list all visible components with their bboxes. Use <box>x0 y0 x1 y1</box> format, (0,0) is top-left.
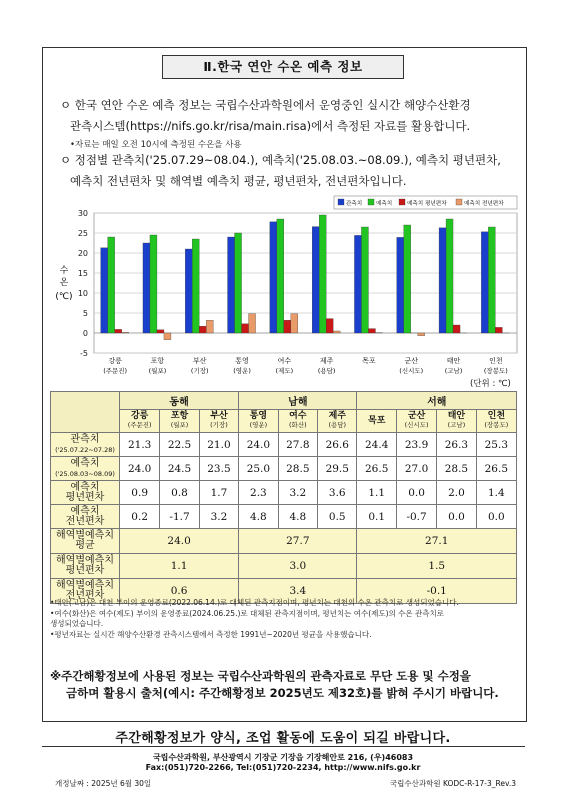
bar-관측치-인천 <box>481 232 488 333</box>
document-code: 국립수산과학원 KODC-R-17-3_Rev.3 <box>389 779 516 788</box>
station-name: 태안 <box>447 411 466 421</box>
table-cell: 0.1 <box>357 505 396 529</box>
bullet-1-line1: ㅇ 한국 연안 수온 예측 정보는 국립수산과학원에서 운영중인 실시간 해양수산환경 <box>60 98 471 112</box>
station-name: 강릉 <box>130 411 149 421</box>
bar-예측치-포항 <box>150 235 157 333</box>
station-name: 인천 <box>487 411 506 421</box>
table-cell: 0.0 <box>437 505 476 529</box>
x-tick-sublabel: (월포) <box>148 367 167 375</box>
revision-date: 개정날짜 : 2025년 6월 30일 <box>55 779 152 788</box>
table-cell: 0.0 <box>396 481 436 505</box>
table-cell: -0.7 <box>396 505 436 529</box>
table-cell: 25.0 <box>239 457 278 481</box>
table-cell: 2.3 <box>239 481 278 505</box>
table-cell: 23.9 <box>396 433 436 457</box>
area-cell: 1.5 <box>357 554 517 579</box>
bullet-1-sub: •자료는 매일 오전 10시에 측정된 수온을 사용 <box>70 140 242 150</box>
x-tick-label: 부산 <box>192 357 207 365</box>
x-tick-label: 군산 <box>404 357 419 365</box>
station-sub: (주문진) <box>127 421 152 429</box>
table-cell: 28.5 <box>437 457 476 481</box>
bar-예측치-군산 <box>404 225 411 333</box>
area-cell: 24.0 <box>120 529 239 554</box>
bar-예측치-평년편차-포항 <box>157 330 164 333</box>
note-3: •평년자료는 실시간 해양수산환경 관측시스템에서 측정한 1991년~2020년 평균을 사용했습니다. <box>50 629 372 639</box>
table-cell: 1.7 <box>199 481 238 505</box>
x-tick-label: 강릉 <box>108 357 122 365</box>
warning-text <box>50 668 520 702</box>
bar-예측치-평년편차-강릉 <box>115 329 122 333</box>
row-label-second: 평년편차 <box>65 491 105 503</box>
row-label-main: 예측치 <box>70 481 100 493</box>
note-1: •태안(고남)은 대천 부이의 운영종료(2022.06.14.)로 대체된 관측지점이며, 평년치는 대천의 수온 관측치로 생성되었습니다. <box>50 598 459 607</box>
x-tick-label: 여수 <box>277 357 292 365</box>
x-tick-label: 포항 <box>150 357 165 365</box>
table-cell: 24.4 <box>357 433 396 457</box>
area-cell: 1.1 <box>120 554 239 579</box>
bar-예측치-평년편차-부산 <box>199 326 206 333</box>
station-header <box>160 410 199 433</box>
bar-예측치-목포 <box>361 227 368 333</box>
group-south: 남해 <box>239 392 357 410</box>
bar-예측치-전년편차-제주 <box>333 331 340 333</box>
area-cell: 27.1 <box>357 529 517 554</box>
legend-label: 예측치 평년편차 <box>407 201 447 207</box>
water-temperature-chart <box>52 193 522 375</box>
legend-swatch <box>456 199 462 205</box>
bar-예측치-부산 <box>192 239 199 333</box>
station-header <box>318 410 357 433</box>
table-cell: 23.5 <box>199 457 238 481</box>
x-tick-label: 제주 <box>319 357 334 365</box>
table-cell: 4.8 <box>278 505 317 529</box>
row-label-main: 예측치 <box>70 457 100 469</box>
section-title: Ⅱ.한국 연안 수온 예측 정보 <box>162 55 404 79</box>
table-cell: 29.5 <box>318 457 357 481</box>
x-tick-sublabel: (제도) <box>275 367 294 375</box>
y-tick-label: -5 <box>80 349 88 358</box>
bar-관측치-제주 <box>312 227 319 333</box>
bar-관측치-여수 <box>270 222 277 333</box>
y-axis-label-unit: (℃) <box>55 292 73 302</box>
table-cell: 24.0 <box>120 457 160 481</box>
station-header <box>239 410 278 433</box>
row-label-period: ('25.07.22~07.28) <box>55 445 115 454</box>
station-name: 군산 <box>407 411 426 421</box>
bar-관측치-목포 <box>354 235 361 333</box>
table-row <box>51 505 517 529</box>
table-cell: 22.5 <box>160 433 199 457</box>
station-name: 목포 <box>368 415 386 426</box>
station-header <box>120 410 160 433</box>
station-header <box>199 410 238 433</box>
station-sub: (월포) <box>170 421 189 429</box>
bar-예측치-인천 <box>488 227 495 333</box>
table-cell: 24.0 <box>239 433 278 457</box>
station-name: 제주 <box>328 411 346 421</box>
bar-관측치-부산 <box>185 249 192 333</box>
station-sub: (기장) <box>210 421 228 429</box>
table-cell: 27.0 <box>396 457 436 481</box>
notes <box>50 598 520 640</box>
station-name: 통영 <box>249 411 268 421</box>
station-sub: (고남) <box>447 421 466 429</box>
station-sub: (영운) <box>249 421 268 429</box>
footer-address-1: 국립수산과학원, 부산광역시 기장군 기장읍 기장해안로 216, (우)46083 <box>152 753 414 762</box>
row-label <box>51 433 120 457</box>
x-tick-label: 통영 <box>235 357 249 365</box>
station-sub: (장봉도) <box>484 421 509 429</box>
station-header <box>396 410 436 433</box>
area-cell: 0.6 <box>120 579 239 604</box>
table-row <box>51 433 517 457</box>
table-cell: 24.5 <box>160 457 199 481</box>
table-cell: 26.3 <box>437 433 476 457</box>
table-cell: 0.0 <box>476 505 516 529</box>
footer-message: 주간해황정보가 양식, 조업 활동에 도움이 되길 바랍니다. <box>115 731 451 746</box>
table-cell: 0.5 <box>318 505 357 529</box>
row-label-second: 평균 <box>75 540 95 551</box>
area-cell: 3.0 <box>239 554 357 579</box>
bar-예측치-통영 <box>235 233 242 333</box>
bar-예측치-제주 <box>319 215 326 333</box>
station-header-row <box>51 410 517 433</box>
bar-관측치-강릉 <box>101 248 108 333</box>
table-cell: 27.8 <box>278 433 317 457</box>
table-cell: -1.7 <box>160 505 199 529</box>
row-label-second: 전년편차 <box>65 590 105 601</box>
bar-예측치-평년편차-제주 <box>326 319 333 333</box>
x-tick-sublabel: (영운) <box>233 367 251 375</box>
x-tick-sublabel: (주문진) <box>103 367 128 375</box>
table-cell: 28.5 <box>278 457 317 481</box>
y-axis-label-2: 온 <box>59 278 69 288</box>
row-label <box>51 481 120 505</box>
legend-swatch <box>399 199 405 205</box>
row-label <box>51 505 120 529</box>
x-tick-label: 태안 <box>446 357 461 365</box>
bar-예측치-전년편차-강릉 <box>122 332 129 333</box>
x-tick-sublabel: (고남) <box>444 367 463 375</box>
station-sub: (용담) <box>328 421 347 429</box>
legend-label: 예측치 <box>376 201 393 207</box>
row-label-period: ('25.08.03~08.09) <box>55 469 115 478</box>
table-cell: 26.5 <box>357 457 396 481</box>
table-cell: 0.9 <box>120 481 160 505</box>
area-cell: -0.1 <box>357 579 517 604</box>
warning-line1: ※주간해황정보에 사용된 정보는 국립수산과학원의 관측자료로 무단 도용 및 수정을 <box>50 669 471 683</box>
bar-관측치-태안 <box>439 228 446 333</box>
legend-swatch <box>338 199 344 205</box>
row-label <box>51 457 120 481</box>
y-tick-label: 10 <box>77 289 88 298</box>
table-cell: 1.4 <box>476 481 516 505</box>
bar-예측치-전년편차-포항 <box>164 333 171 340</box>
value-rows <box>51 433 517 604</box>
area-row <box>51 529 517 554</box>
table-cell: 4.8 <box>239 505 278 529</box>
bullet-2-line2: 예측치 전년편차 및 해역별 예측치 평균, 평년편차, 전년편차입니다. <box>70 174 407 188</box>
row-label-second: 전년편차 <box>65 515 105 527</box>
y-axis-label-1: 수 <box>59 266 69 276</box>
table-cell: 26.6 <box>318 433 357 457</box>
table-cell: 1.1 <box>357 481 396 505</box>
row-label-main: 해역별예측치 <box>56 555 114 566</box>
footer-address-2: Fax:(051)720-2266, Tel:(051)720-2234, http://www.nifs.go.kr <box>145 763 421 772</box>
station-header <box>357 410 396 433</box>
y-tick-label: 5 <box>82 309 88 318</box>
bar-예측치-강릉 <box>108 237 115 333</box>
bar-예측치-평년편차-태안 <box>453 325 460 333</box>
note-2: •여수(화산)은 여수(제도) 부이의 운영종료(2024.06.25.)로 대체된 관측지점이며, 평년치는 여수(제도)의 수온 관측치로 <box>50 608 445 618</box>
warning-line2: 금하며 활용시 출처(예시: 주간해황정보 2025년도 제32호)를 밝혀 주시기 바랍니다. <box>66 686 499 700</box>
bar-예측치-전년편차-통영 <box>249 314 256 333</box>
temperature-table <box>50 391 517 604</box>
station-sub: (신시도) <box>404 421 429 429</box>
table-cell: 25.3 <box>476 433 516 457</box>
table-cell: 21.3 <box>120 433 160 457</box>
station-header <box>437 410 476 433</box>
row-label <box>51 529 120 554</box>
row-label-main: 예측치 <box>70 505 100 517</box>
table-cell: 3.2 <box>199 505 238 529</box>
row-label-main: 관측치 <box>70 433 100 445</box>
table-cell: 0.2 <box>120 505 160 529</box>
row-label <box>51 554 120 579</box>
table-cell: 26.5 <box>476 457 516 481</box>
y-tick-label: 15 <box>77 269 88 278</box>
x-tick-sublabel: (신시도) <box>399 367 424 375</box>
bar-예측치-평년편차-통영 <box>242 324 249 333</box>
bar-예측치-여수 <box>277 219 284 333</box>
x-tick-sublabel: (용담) <box>317 367 336 375</box>
table-row <box>51 457 517 481</box>
station-header <box>476 410 516 433</box>
group-west: 서해 <box>357 392 517 410</box>
table-cell: 0.8 <box>160 481 199 505</box>
x-tick-label: 인천 <box>489 357 503 365</box>
table-cell: 2.0 <box>437 481 476 505</box>
area-cell: 3.4 <box>239 579 357 604</box>
bar-관측치-군산 <box>397 237 404 333</box>
group-east: 동해 <box>120 392 239 410</box>
bar-예측치-전년편차-군산 <box>418 333 425 336</box>
legend-label: 관측치 <box>346 201 363 207</box>
bar-예측치-태안 <box>446 219 453 333</box>
table-row <box>51 481 517 505</box>
bar-예측치-평년편차-여수 <box>284 320 291 333</box>
row-label-main: 해역별예측치 <box>56 530 114 541</box>
bar-예측치-평년편차-인천 <box>495 327 502 333</box>
table-cell: 3.2 <box>278 481 317 505</box>
table-cell: 21.0 <box>199 433 238 457</box>
row-label-main: 해역별예측치 <box>56 580 114 591</box>
y-tick-label: 20 <box>77 249 88 258</box>
unit-label: (단위 : ℃) <box>470 379 511 389</box>
bullet-2-line1: ㅇ 정점별 관측치('25.07.29~08.04.), 예측치('25.08.03.~08.09.), 예측치 평년편차, <box>60 153 501 167</box>
legend-label: 예측치 전년편차 <box>464 201 504 207</box>
station-sub: (화산) <box>289 421 307 429</box>
note-2b: 생성되었습니다. <box>50 619 104 628</box>
station-name: 여수 <box>289 411 307 421</box>
station-name: 포항 <box>170 411 189 421</box>
y-tick-label: 30 <box>77 209 88 218</box>
table-cell: 3.6 <box>318 481 357 505</box>
bar-관측치-포항 <box>143 243 150 333</box>
bar-예측치-전년편차-여수 <box>291 314 298 333</box>
row-label-second: 평년편차 <box>65 565 105 576</box>
bar-관측치-통영 <box>228 237 235 333</box>
x-tick-sublabel: (기장) <box>190 367 209 375</box>
bullet-1-line2: 관측시스템(https://nifs.go.kr/risa/main.risa)에서 측정된 자료를 활용합니다. <box>70 119 471 133</box>
station-name: 부산 <box>210 411 228 421</box>
area-cell: 27.7 <box>239 529 357 554</box>
table-corner <box>51 392 120 433</box>
footer-divider <box>42 746 525 747</box>
area-row <box>51 554 517 579</box>
bar-예측치-전년편차-부산 <box>206 320 213 333</box>
y-tick-label: 25 <box>77 229 88 238</box>
y-tick-label: 0 <box>82 329 88 338</box>
x-tick-label: 목포 <box>362 357 376 365</box>
legend-swatch <box>368 199 374 205</box>
bar-예측치-평년편차-목포 <box>368 329 375 333</box>
x-tick-sublabel: (장봉도) <box>483 367 508 375</box>
station-header <box>278 410 317 433</box>
